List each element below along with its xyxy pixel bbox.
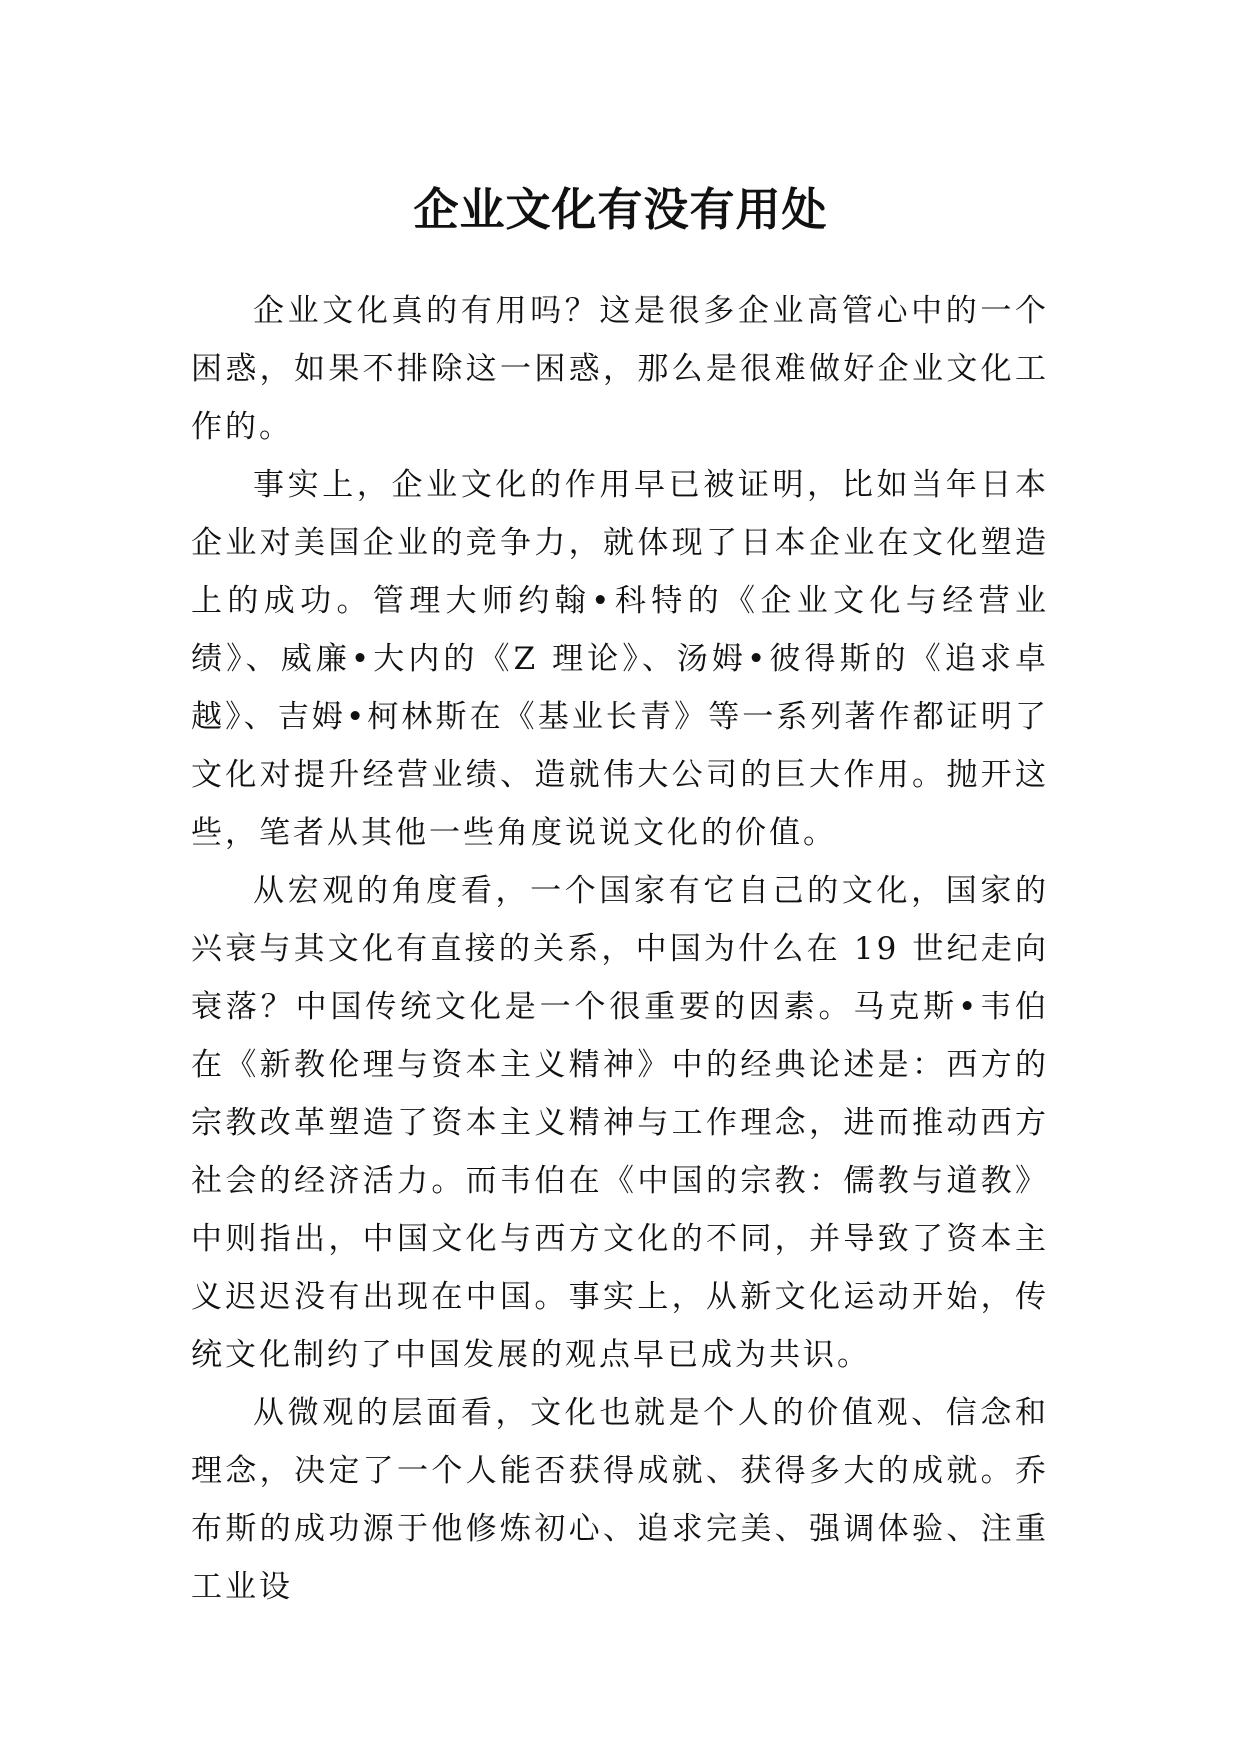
paragraph: 企业文化真的有用吗？这是很多企业高管心中的一个困惑，如果不排除这一困惑，那么是很难做好企业文化工作的。	[191, 293, 1049, 445]
paragraph: 从宏观的角度看，一个国家有它自己的文化，国家的兴衰与其文化有直接的关系，中国为什么在 19 世纪走向衰落？中国传统文化是一个很重要的因素。马克斯•韦伯在《新教伦理与资本主义精神》中的经典论述是：西方的宗教改革塑造了资本主义精神与工作理念，进而推动西方社会的经济活力。而韦伯在《中国的宗教：儒教与道教》中则指出，中国文化与西方文化的不同，并导致了资本主义迟迟没有出现在中国。事实上，从新文化运动开始，传统文化制约了中国发展的观点早已成为共识。	[191, 873, 1049, 1373]
paragraph: 从微观的层面看，文化也就是个人的价值观、信念和理念，决定了一个人能否获得成就、获得多大的成就。乔布斯的成功源于他修炼初心、追求完美、强调体验、注重工业设	[191, 1395, 1049, 1605]
document-body	[191, 282, 1049, 1616]
paragraph: 事实上，企业文化的作用早已被证明，比如当年日本企业对美国企业的竞争力，就体现了日本企业在文化塑造上的成功。管理大师约翰•科特的《企业文化与经营业绩》、威廉•大内的《Z 理论》、汤姆•彼得斯的《追求卓越》、吉姆•柯林斯在《基业长青》等一系列著作都证明了文化对提升经营业绩、造就伟大公司的巨大作用。抛开这些，笔者从其他一些角度说说文化的价值。	[191, 467, 1049, 851]
document-title: 企业文化有没有用处	[413, 183, 828, 237]
